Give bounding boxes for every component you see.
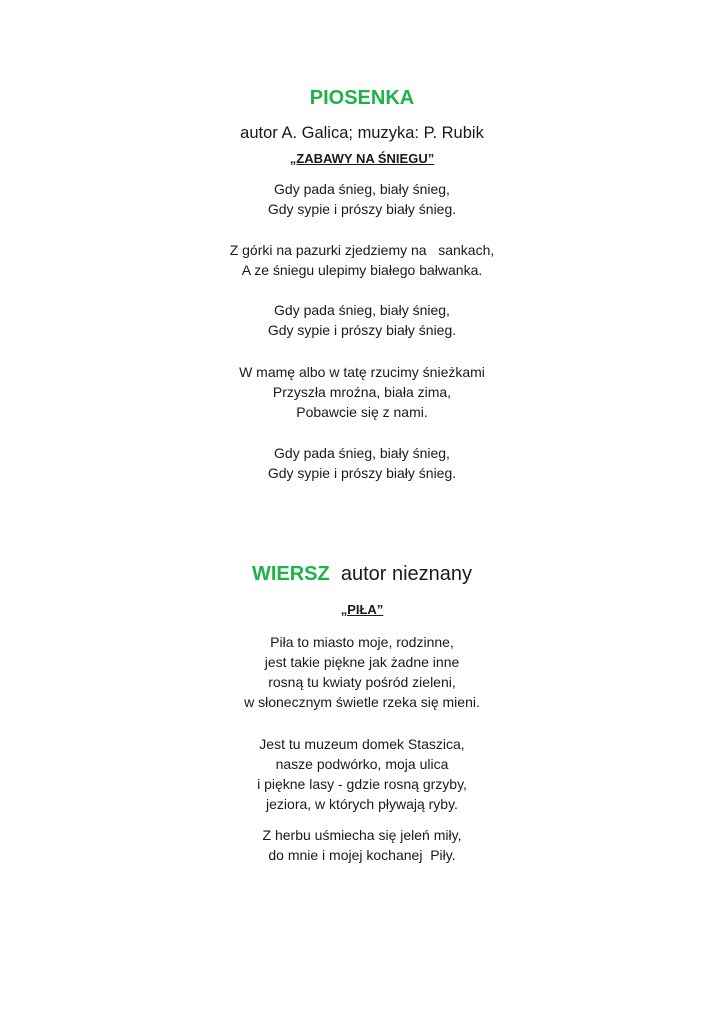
song-verse-4 [0,362,724,422]
verse-line: A ze śniegu ulepimy białego bałwanka. [241,262,483,278]
song-heading: PIOSENKA [309,87,415,109]
poem-heading: WIERSZ [251,563,330,585]
verse-line: Przyszła mroźna, biała zima, [272,384,452,400]
verse-line: Gdy sypie i prószy biały śnieg. [267,322,457,338]
verse-line: w słonecznym świetle rzeka się mieni. [244,694,480,710]
poem-verse-1 [0,632,724,712]
verse-line: Pobawcie się z nami. [296,404,428,420]
poem-verse-2 [0,734,724,814]
song-verse-2 [0,240,724,280]
verse-line: Z herbu uśmiecha się jeleń miły, [262,827,462,843]
song-title: „ZABAWY NA ŚNIEGU” [289,151,435,166]
verse-line: Gdy pada śnieg, biały śnieg, [274,181,450,197]
verse-line: Gdy sypie i prószy biały śnieg. [267,201,457,217]
song-verse-5 [0,443,724,483]
poem-title: „PIŁA” [340,602,384,617]
song-credits: autor A. Galica; muzyka: P. Rubik [240,124,484,142]
verse-line: Jest tu muzeum domek Staszica, [259,736,465,752]
verse-line: Z górki na pazurki zjedziemy na sankach, [229,242,495,258]
poem-author: autor nieznany [340,563,473,585]
verse-line: rosną tu kwiaty pośród zieleni, [268,674,456,690]
verse-line: W mamę albo w tatę rzucimy śnieżkami [239,364,485,380]
verse-line: Piła to miasto moje, rodzinne, [270,634,454,650]
poem-verse-3 [0,825,724,865]
verse-line: do mnie i mojej kochanej Piły. [268,847,456,863]
verse-line: Gdy pada śnieg, biały śnieg, [274,445,450,461]
verse-line: Gdy sypie i prószy biały śnieg. [267,465,457,481]
verse-line: nasze podwórko, moja ulica [275,756,449,772]
verse-line: jest takie piękne jak żadne inne [264,654,460,670]
song-verse-3 [0,300,724,340]
verse-line: i piękne lasy - gdzie rosną grzyby, [257,776,467,792]
verse-line: Gdy pada śnieg, biały śnieg, [274,302,450,318]
verse-line: jeziora, w których pływają ryby. [266,796,458,812]
poem-heading-line [0,563,724,586]
song-verse-1 [0,179,724,219]
